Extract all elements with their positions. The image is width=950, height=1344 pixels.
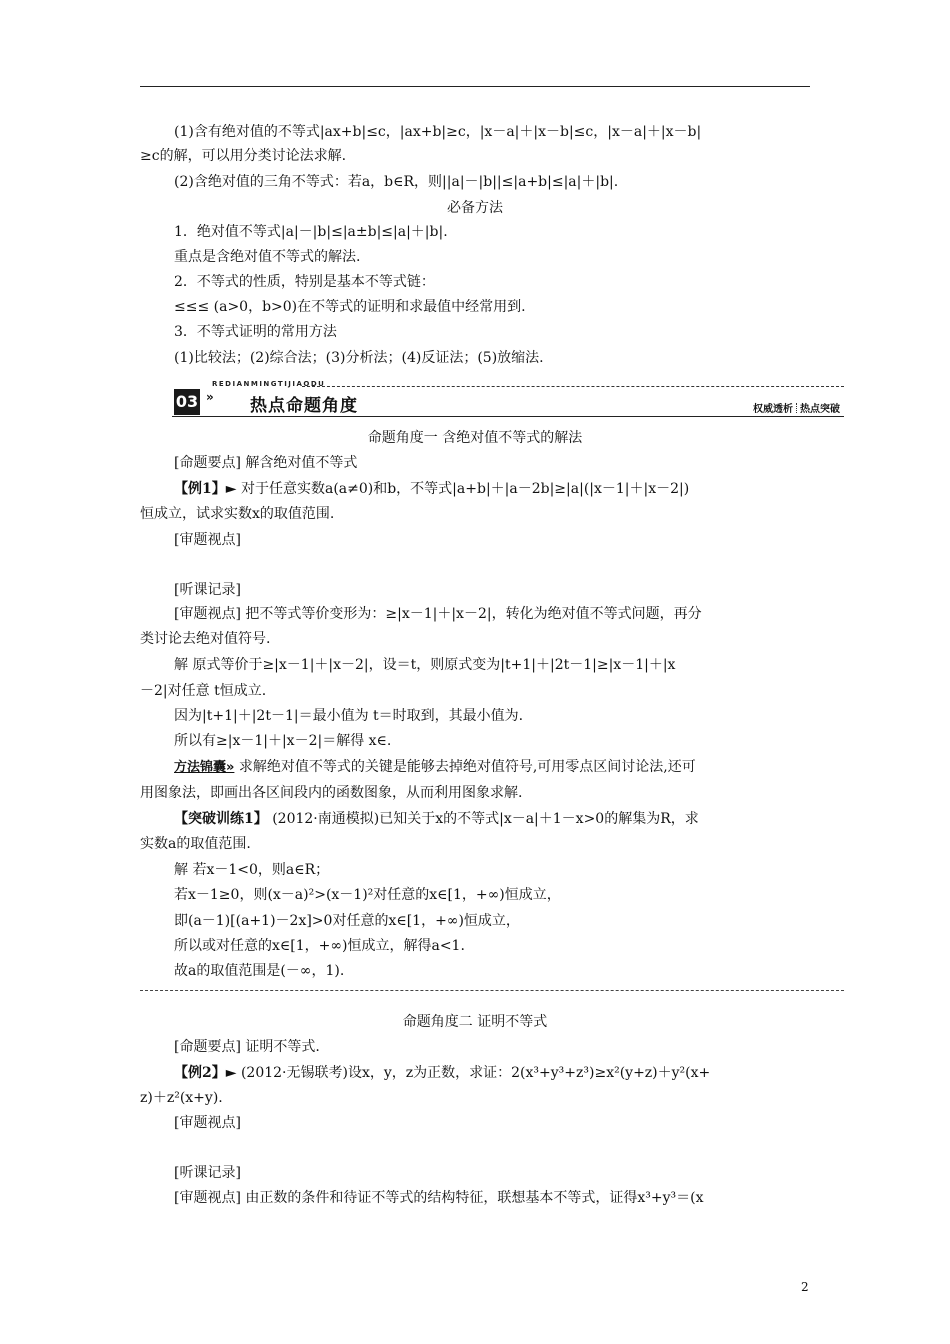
example-1-statement (174, 479, 689, 499)
example-2-text: (2012·无锡联考)设x，y，z为正数，求证：2(x³+y³+z³)≥x²(y+z)＋y²(x+ (240, 1065, 711, 1081)
topic-1-key-point: [命题要点] 解含绝对值不等式 (174, 455, 358, 471)
banner-title: 热点命题角度 (250, 396, 358, 416)
method-item-2: 2．不等式的性质，特别是基本不等式链： (174, 274, 435, 290)
example-2-statement-cont: z)＋z²(x+y). (140, 1090, 223, 1106)
method-tips-text: 求解绝对值不等式的关键是能够去掉绝对值符号,可用零点区间讨论法,还可 (238, 759, 696, 775)
training-1-solution-1: 解 若x－1<0，则a∈R； (174, 862, 330, 878)
example-2-viewpoint: [审题视点] 由正数的条件和待证不等式的结构特征，联想基本不等式，证得x³+y³＝(x (174, 1190, 704, 1206)
method-item-1-note: 重点是含绝对值不等式的解法. (174, 249, 361, 265)
section-heading-methods: 必备方法 (447, 200, 503, 216)
method-item-3-list: (1)比较法；(2)综合法；(3)分析法；(4)反证法；(5)放缩法. (174, 350, 544, 366)
method-item-3: 3．不等式证明的常用方法 (174, 324, 337, 340)
absolute-inequality-forms-cont: ≥c的解，可以用分类讨论法求解. (140, 148, 347, 164)
section-divider (140, 990, 844, 991)
banner-bottom-rule (172, 416, 844, 417)
banner-right-tag (753, 400, 840, 415)
example-1-viewpoint-cont: 类讨论去绝对值符号. (140, 631, 271, 647)
banner-tag-right: 热点突破 (800, 404, 840, 415)
banner-pinyin: REDIANMINGTIJIAODU (212, 380, 326, 388)
topic-2-heading: 命题角度二 证明不等式 (402, 1014, 548, 1030)
chevron-double-icon: » (206, 390, 214, 404)
example-1-solution-cont: －2|对任意 t恒成立. (140, 683, 267, 699)
example-2-statement (174, 1063, 710, 1083)
training-1-statement (174, 809, 699, 829)
method-tips-cont: 用图象法，即画出各区间段内的函数图象，从而利用图象求解. (140, 785, 523, 801)
banner-tag-separator (796, 403, 797, 413)
example-1-statement-cont: 恒成立，试求实数x的取值范围. (140, 506, 335, 522)
example-1-solution: 解 原式等价于≥|x－1|＋|x－2|，设＝t，则原式变为|t+1|＋|2t－1|≥|x－1|＋|x (174, 657, 676, 673)
page-number: 2 (801, 1280, 809, 1294)
training-1-label: 【突破训练1】 (174, 811, 268, 827)
method-tips (174, 757, 696, 778)
topic-1-heading: 命题角度一 含绝对值不等式的解法 (367, 430, 583, 446)
example-1-solution-step-2: 因为|t+1|＋|2t－1|＝最小值为 t＝时取到，其最小值为. (174, 708, 524, 724)
section-banner (172, 378, 844, 420)
banner-tag-left: 权威透析 (753, 404, 793, 415)
example-2-viewpoint-label: [审题视点] (174, 1115, 241, 1131)
banner-dashed-line (302, 386, 844, 387)
training-1-solution-5: 故a的取值范围是(－∞，1). (174, 963, 345, 979)
training-1-solution-4: 所以或对任意的x∈[1，+∞)恒成立，解得a<1. (174, 938, 465, 954)
method-tips-label: 方法锦囊» (174, 760, 235, 775)
example-1-viewpoint: [审题视点] 把不等式等价变形为：≥|x－1|＋|x－2|，转化为绝对值不等式问题，再分 (174, 606, 702, 622)
training-1-statement-cont: 实数a的取值范围. (140, 836, 251, 852)
example-2-label: 【例2】► (174, 1065, 237, 1081)
training-1-text: (2012·南通模拟)已知关于x的不等式|x－a|＋1－x>0的解集为R，求 (272, 811, 699, 827)
method-item-1: 1．绝对值不等式|a|－|b|≤|a±b|≤|a|＋|b|. (174, 224, 448, 240)
example-1-notes-label: [听课记录] (174, 582, 241, 598)
example-2-notes-label: [听课记录] (174, 1165, 241, 1181)
banner-number-badge: 03 (174, 389, 200, 415)
header-rule (140, 86, 810, 87)
topic-2-key-point: [命题要点] 证明不等式. (174, 1039, 320, 1055)
method-item-2-note: ≤≤≤ (a>0，b>0)在不等式的证明和求最值中经常用到. (174, 299, 526, 315)
absolute-inequality-forms: (1)含有绝对值的不等式|ax+b|≤c，|ax+b|≥c，|x－a|＋|x－b|≤c，|x－a|＋|x－b| (174, 124, 702, 140)
example-1-viewpoint-label: [审题视点] (174, 532, 241, 548)
example-1-label: 【例1】► (174, 481, 237, 497)
example-1-solution-step-3: 所以有≥|x－1|＋|x－2|＝解得 x∈. (174, 733, 392, 749)
example-1-text: 对于任意实数a(a≠0)和b，不等式|a+b|＋|a－2b|≥|a|(|x－1|＋|x－2|) (240, 481, 690, 497)
training-1-solution-2: 若x－1≥0，则(x－a)²>(x－1)²对任意的x∈[1，+∞)恒成立， (174, 887, 561, 903)
training-1-solution-3: 即(a－1)[(a+1)－2x]>0对任意的x∈[1，+∞)恒成立， (174, 913, 520, 929)
triangle-inequality: (2)含绝对值的三角不等式：若a，b∈R，则||a|－|b||≤|a+b|≤|a|＋|b|. (174, 174, 619, 190)
